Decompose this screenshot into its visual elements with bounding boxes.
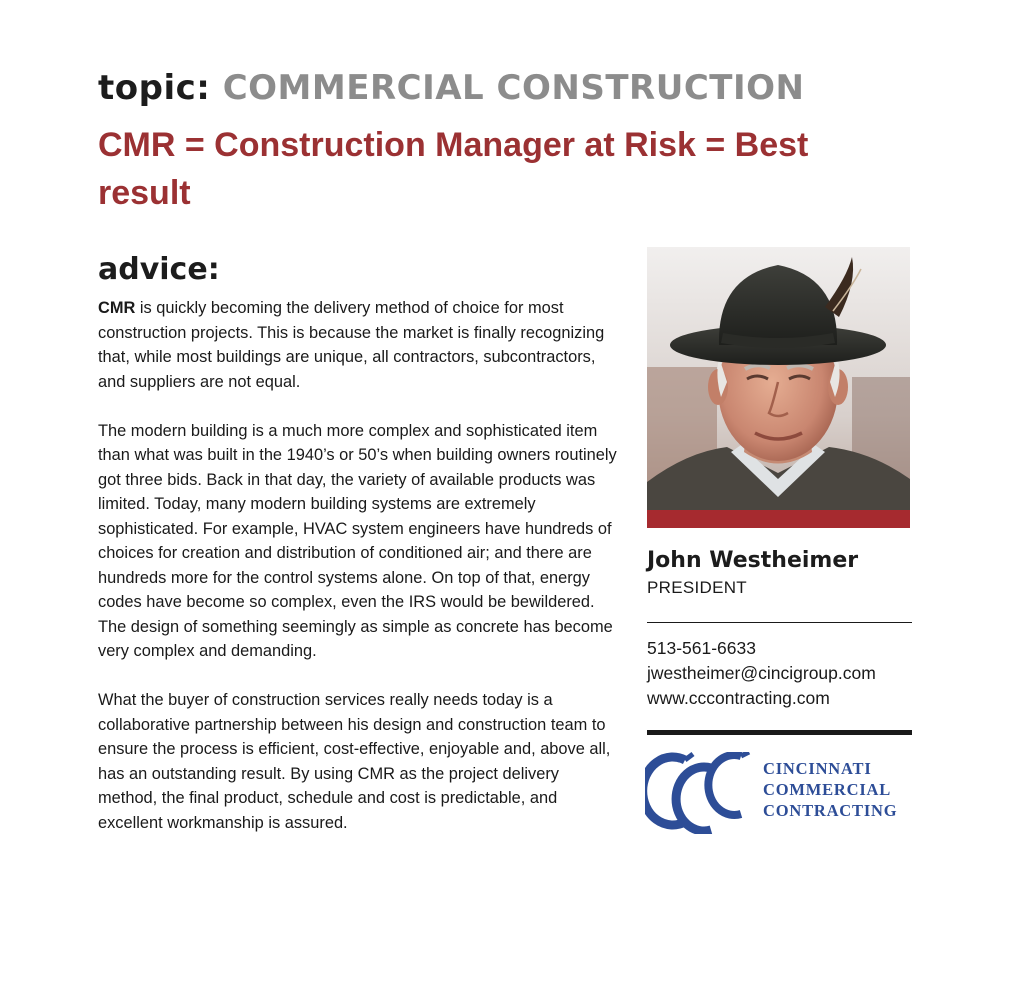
- ccc-monogram-icon: [645, 752, 765, 834]
- company-name-line-1: CINCINNATI: [763, 759, 872, 778]
- company-name-line-2: COMMERCIAL: [763, 780, 892, 799]
- topic-label: topic:: [98, 68, 211, 108]
- paragraph-1-lead: CMR: [98, 299, 136, 317]
- company-name-line-3: CONTRACTING: [763, 801, 898, 820]
- person-name: John Westheimer: [647, 548, 859, 573]
- paragraph-1: [98, 296, 618, 394]
- paragraph-3: What the buyer of construction services really needs today is a collaborative partnership between his design and construction team to ensure the process is efficient, cost-effective, enjoyable and, above all, has an outstanding result. By using CMR as the project delivery method, the final product, schedule and cost is predictable, and excellent workmanship is assured.: [98, 691, 611, 832]
- section-label: advice:: [98, 252, 220, 287]
- company-name: [763, 758, 897, 821]
- headline: CMR = Construction Manager at Risk = Best result: [98, 126, 809, 212]
- website-link[interactable]: www.cccontracting.com: [647, 688, 830, 708]
- contact-info: [647, 636, 876, 711]
- topic-line: [98, 68, 804, 108]
- divider: [647, 622, 912, 623]
- paragraph-1-text: is quickly becoming the delivery method of choice for most construction projects. This is because the market is finally recognizing that, while most buildings are unique, all contractors, subcontractors, and suppliers are not equal.: [98, 299, 605, 391]
- paragraph-2: The modern building is a much more complex and sophisticated item than what was built in the 1940’s or 50’s when building owners routinely got three bids. Back in that day, the variety of available products was limited. Today, many modern building systems are extremely sophisticated. For example, HVAC system engineers have hundreds of choices for creation and distribution of conditioned air; and there are hundreds more for the control systems alone. On top of that, energy codes have become so complex, even the IRS would be bewildered. The design of something seemingly as simple as concrete has become very complex and demanding.: [98, 421, 617, 660]
- article-body: [98, 296, 618, 860]
- email-link[interactable]: jwestheimer@cincigroup.com: [647, 663, 876, 683]
- portrait-accent-bar: [647, 510, 910, 528]
- divider-thick: [647, 730, 912, 735]
- portrait-photo: [647, 247, 910, 528]
- person-title: PRESIDENT: [647, 578, 747, 597]
- topic-value: COMMERCIAL CONSTRUCTION: [222, 68, 805, 108]
- phone-number: 513-561-6633: [647, 638, 756, 658]
